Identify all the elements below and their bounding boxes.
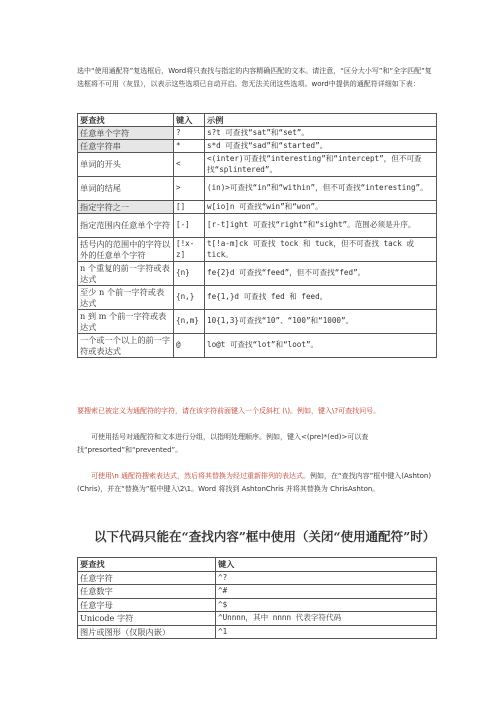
cell-find: 单词的开头 — [78, 153, 174, 177]
cell-example: 10{1,3}可查找“10”、“100”和“1000”。 — [205, 310, 437, 334]
cell-example: (in)>可查找“in”和“within”，但不可查找“interesting”。 — [205, 177, 437, 201]
table-row — [78, 201, 437, 214]
table-row — [78, 177, 437, 201]
cell-example: w[io]n 可查找“win”和“won”。 — [205, 201, 437, 214]
rearrange-paragraph — [77, 470, 437, 495]
cell2-key: ^1 — [216, 625, 437, 639]
cell2-find: 图片或图形（仅限内嵌） — [78, 625, 216, 639]
cell-find: n 到 m 个前一字符或表达式 — [78, 310, 174, 334]
table2-row — [78, 612, 437, 626]
table-row — [78, 310, 437, 334]
cell-find: n 个重复的前一字符或表达式 — [78, 262, 174, 286]
table-row — [78, 334, 437, 358]
cell-example: lo@t 可查找“lot”和“loot”。 — [205, 334, 437, 358]
rearrange-example-text: 例如，在“查找内容”框中键入(Ashton)(Chris)，并在“替换为”框中键入\2\1。Word 将找到 AshtonChris 并将其替换为 ChrisAshton。 — [77, 472, 432, 493]
cell-key: {n,m} — [174, 310, 205, 334]
cell-key: ? — [174, 127, 205, 140]
header-find: 要查找 — [78, 114, 174, 127]
cell-find: 任意字符串 — [78, 140, 174, 153]
cell-find: 单词的结尾 — [78, 177, 174, 201]
cell-key: * — [174, 140, 205, 153]
cell2-find: 任意字母 — [78, 598, 216, 612]
cell-find: 括号内的范围中的字符以外的任意单个字符 — [78, 238, 174, 262]
cell-find: 至少 n 个前一字符或表达式 — [78, 286, 174, 310]
table-row — [78, 238, 437, 262]
cell-key: > — [174, 177, 205, 201]
cell2-key: ^$ — [216, 598, 437, 612]
section-heading: 以下代码只能在“查找内容”框中使用（关闭“使用通配符”时） — [94, 529, 436, 544]
cell-example: [r-t]ight 可查找“right”和“sight”。范围必须是升序。 — [205, 214, 437, 238]
cell2-key: ^# — [216, 585, 437, 599]
cell-key: @ — [174, 334, 205, 358]
cell-find: 指定范围内任意单个字符 — [78, 214, 174, 238]
table2-header-row — [78, 558, 437, 572]
cell-example: s*d 可查找“sad”和“started”。 — [205, 140, 437, 153]
cell2-find: Unicode 字符 — [78, 612, 216, 626]
header2-find: 要查找 — [78, 558, 216, 572]
cell-find: 一个或一个以上的前一字符或表达式 — [78, 334, 174, 358]
note-escape-wildcard: 要搜索已被定义为通配符的字符，请在该字符前面键入一个反斜杠 (\)。例如，键入\?可查找问号。 — [77, 407, 381, 415]
table-row — [78, 127, 437, 140]
header2-key: 键入 — [216, 558, 437, 572]
table-row — [78, 140, 437, 153]
cell-example: fe{1,}d 可查找 fed 和 feed。 — [205, 286, 437, 310]
header-example: 示例 — [205, 114, 437, 127]
table-row — [78, 153, 437, 177]
table2-row — [78, 625, 437, 639]
cell-key: {n} — [174, 262, 205, 286]
intro-paragraph: 选中“使用通配符”复选框后，Word将只查找与指定的内容精确匹配的文本。请注意，“区分大小写”和“全字匹配”复选框将不可用（灰显），以表示这些选项已自动开启。您无法关闭这些选项。word中提供的通配符详细如下表： — [77, 67, 432, 88]
cell2-key: ^Unnnn，其中 nnnn 代表字符代码 — [216, 612, 437, 626]
cell-example: t[!a-m]ck 可查找 tock 和 tuck，但不可查找 tack 或 tick。 — [205, 238, 437, 262]
cell-key: [] — [174, 201, 205, 214]
grouping-paragraph: 可使用括号对通配符和文本进行分组，以指明处理顺序。例如，键入<(pre)*(ed)>可以查找“presorted”和“prevented”。 — [77, 433, 369, 454]
table2-row — [78, 598, 437, 612]
cell2-key: ^? — [216, 571, 437, 585]
special-codes-table — [77, 557, 437, 639]
table-row — [78, 286, 437, 310]
cell2-find: 任意数字 — [78, 585, 216, 599]
table-row — [78, 214, 437, 238]
table-row — [78, 262, 437, 286]
cell-key: < — [174, 153, 205, 177]
wildcard-table — [77, 113, 437, 358]
header-key: 键入 — [174, 114, 205, 127]
table2-row — [78, 585, 437, 599]
table-header-row — [78, 114, 437, 127]
cell-example: fe{2}d 可查找“feed”，但不可查找“fed”。 — [205, 262, 437, 286]
table2-row — [78, 571, 437, 585]
cell-find: 任意单个字符 — [78, 127, 174, 140]
cell-find: 指定字符之一 — [78, 201, 174, 214]
rearrange-red-text: 可使用\n 通配符搜索表达式，然后将其替换为经过重新排列的表达式。 — [91, 472, 311, 480]
cell-key: {n,} — [174, 286, 205, 310]
cell2-find: 任意字符 — [78, 571, 216, 585]
cell-example: <(inter)可查找“interesting”和“intercept”，但不可查找“splintered”。 — [205, 153, 437, 177]
cell-example: s?t 可查找“sat”和“set”。 — [205, 127, 437, 140]
cell-key: [-] — [174, 214, 205, 238]
cell-key: [!x-z] — [174, 238, 205, 262]
